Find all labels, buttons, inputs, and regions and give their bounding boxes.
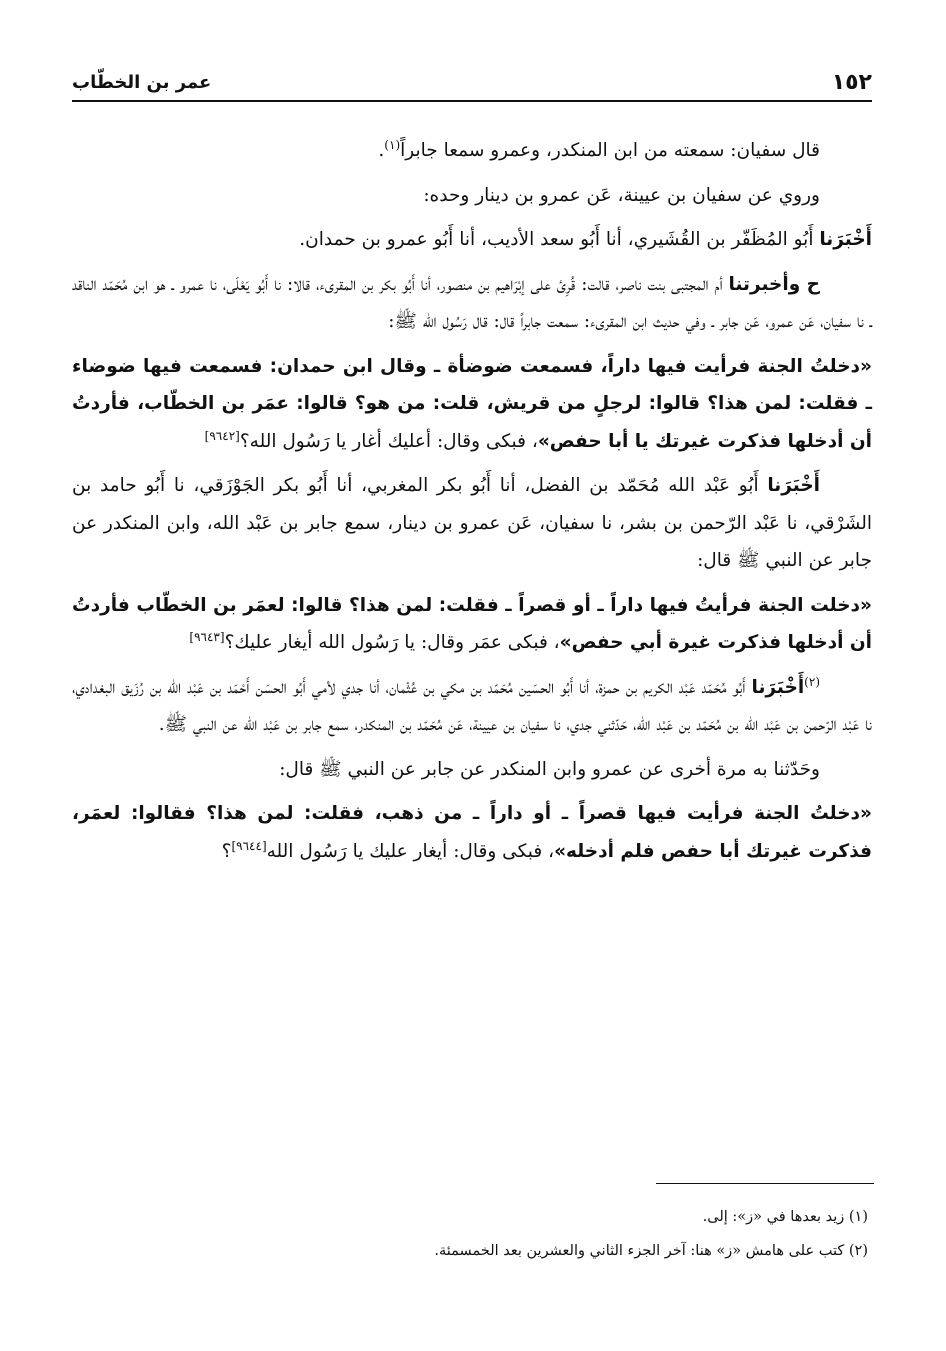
- p1-end: .: [378, 140, 385, 161]
- p7-text: ، فبكى عمَر وقال: يا رَسُول الله أيغار عليك؟: [224, 632, 560, 653]
- p6-lead: أَخْبَرَنا: [767, 475, 820, 496]
- hadith-number-9644: [٩٦٤٤]: [231, 838, 267, 853]
- hadith-number-9643: [٩٦٤٣]: [189, 629, 225, 644]
- p1-text: قال سفيان: سمعته من ابن المنكدر، وعمرو سمعا جابراً: [400, 140, 820, 161]
- footnote-ref-2[interactable]: (٢): [804, 674, 820, 689]
- running-title: عمر بن الخطّاب: [72, 72, 212, 93]
- p10-quote: «دخلتُ الجنة فرأيت فيها قصراً ـ أو داراً ـ من ذهب، فقلت: لمن هذا؟ فقالوا: لعمَر، فذكرت غيرتك أبا حفص فلم أدخله»: [72, 803, 872, 862]
- footnote-2: (٢) كتب على هامش «ز» هنا: آخر الجزء الثاني والعشرين بعد الخمسمئة.: [434, 1243, 868, 1259]
- p4-text: أم المجتبى بنت ناصر، قالت: قُرِئ على إبْرَاهيم بن منصور، أنا أَبُو بكر بن المقرىء، قالا: نا أَبُو يَعْلَى، نا عمرو ـ هو ابن مُحَمّد الناقد ـ نا سفيان، عَن عمرو، عَن جابر ـ وفي حديث ابن المقرىء: سمعت جابراً قال: قال رَسُول الله ﷺ:: [72, 273, 872, 332]
- p7-quote: «دخلت الجنة فرأيتُ فيها داراً ـ أو قصراً ـ فقلت: لمن هذا؟ قالوا: لعمَر بن الخطّاب فأردتُ أن أدخلها فذكرت غيرة أبي حفص»: [72, 594, 872, 653]
- p6-text: أَبُو عَبْد الله مُحَمّد بن الفضل، أنا أَبُو بكر المغربي، أنا أَبُو بكر الجَوْزَقي، نا أَبُو حامد بن الشَرْقي، نا عَبْد الرّحمن بن بشر، نا سفيان، عَن عمرو بن دينار، سمع جابر بن عَبْد الله، وابن المنكدر عن جابر عن النبي ﷺ قال:: [72, 475, 872, 571]
- paragraph-7: [72, 587, 872, 662]
- main-text: [72, 132, 872, 877]
- footnote-divider: [656, 1183, 874, 1184]
- p8-lead: أَخْبَرَنا: [751, 676, 805, 698]
- paragraph-4: [72, 266, 872, 341]
- paragraph-3: [72, 221, 872, 259]
- paragraph-10: [72, 795, 872, 870]
- p3-lead: أَخْبَرَنا: [819, 229, 872, 250]
- footnote-ref-1[interactable]: (١): [384, 137, 401, 152]
- p8-text: أَبُو مُحَمّد عَبْد الكريم بن حمزة، أنا أَبُو الحسَين مُحَمّد بن مكي بن عُثْمان، أنا جدي لأمي أَبُو الحسَن أَحْمَد بن عَبْد الله بن رُزَيق البغدادي، نا عَبْد الرّحمن بن عَبْد الله بن مُحَمّد بن عَبْد الله، حَدّثني جدي، نا سفيان بن عيينة، عَن مُحَمّد بن المنكدر، سمع جابر بن عَبْد الله عن النبي ﷺ.: [72, 676, 872, 735]
- page-header: [72, 70, 872, 102]
- p5-text: ، فبكى وقال: أعليك أغار يا رَسُول الله؟: [239, 430, 538, 452]
- p4-lead: ح وأخبرتنا: [728, 273, 821, 295]
- p10-end: ؟: [221, 840, 232, 862]
- paragraph-9: وحَدّثنا به مرة أخرى عن عمرو وابن المنكدر عن جابر عن النبي ﷺ قال:: [279, 758, 820, 780]
- p5-quote: «دخلتُ الجنة فرأيت فيها داراً، فسمعت ضوضأة ـ وقال ابن حمدان: فسمعت فيها ضوضاء ـ فقلت: لمن هذا؟ قالوا: لرجلٍ من قريش، قلت: من هو؟ قالوا: عمَر بن الخطّاب، فأردتُ أن أدخلها فذكرت غيرتك يا أبا حفص»: [72, 355, 872, 452]
- footnotes: [72, 1200, 872, 1268]
- paragraph-1: [72, 132, 872, 170]
- paragraph-5: [72, 348, 872, 461]
- paragraph-8: [72, 669, 872, 744]
- paragraph-6: [72, 467, 872, 580]
- footnote-1: (١) زيد بعدها في «ز»: إلى.: [702, 1209, 868, 1225]
- p3-text: أَبُو المُظَفّر بن القُشَيري، أنا أَبُو سعد الأديب، أنا أَبُو عمرو بن حمدان.: [299, 229, 820, 250]
- hadith-number-9642: [٩٦٤٢]: [204, 428, 240, 443]
- paragraph-2: وروي عن سفيان بن عيينة، عَن عمرو بن دينار وحده:: [423, 184, 820, 206]
- p10-text: ، فبكى وقال: أيغار عليك يا رَسُول الله: [266, 840, 555, 862]
- page-number: ١٥٢: [831, 70, 872, 95]
